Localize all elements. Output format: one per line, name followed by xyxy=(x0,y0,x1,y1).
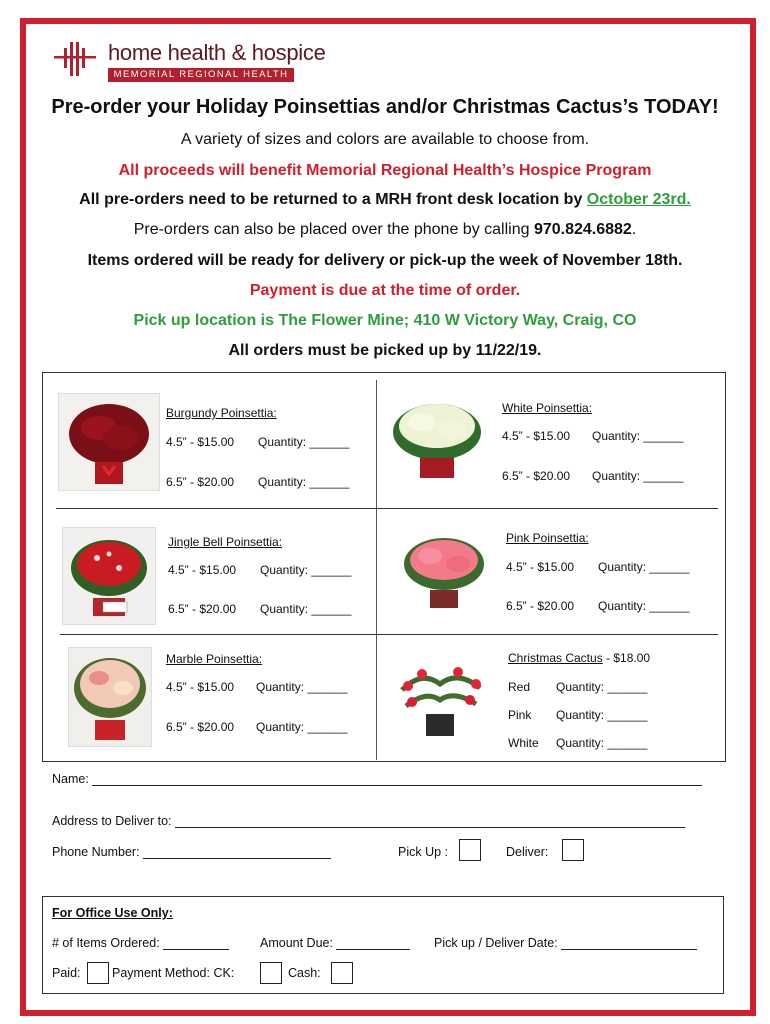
marble-poinsettia-label: Marble Poinsettia: xyxy=(166,652,263,666)
proceeds-note: All proceeds will benefit Memorial Regional Health’s Hospice Program xyxy=(118,162,652,179)
paid-checkbox[interactable] xyxy=(87,962,109,984)
row-divider xyxy=(56,508,718,509)
column-divider xyxy=(376,380,377,760)
jingle-bell-poinsettia-image xyxy=(62,527,156,625)
cash-checkbox[interactable] xyxy=(331,962,353,984)
marble-price-large: 6.5” - $20.00 xyxy=(166,720,235,734)
phone-field[interactable] xyxy=(143,845,331,859)
deliver-checkbox[interactable] xyxy=(562,839,584,861)
phone-note xyxy=(20,221,750,239)
subtitle: A variety of sizes and colors are available to choose from. xyxy=(180,131,590,148)
cactus-color-pink: Pink xyxy=(508,708,532,722)
payment-note: Payment is due at the time of order. xyxy=(249,282,521,299)
items-field[interactable] xyxy=(163,936,229,950)
logo-icon xyxy=(52,40,102,78)
pickup-checkbox[interactable] xyxy=(459,839,481,861)
ready-note: Items ordered will be ready for delivery or pick-up the week of November 18th. xyxy=(87,252,683,269)
white-qty-small[interactable]: Quantity: ______ xyxy=(592,429,684,443)
paid-label: Paid: xyxy=(52,966,81,980)
jingle-price-small: 4.5” - $15.00 xyxy=(168,563,237,577)
phone-prefix: Pre-orders can also be placed over the phone by calling xyxy=(133,221,534,238)
jingle-qty-small[interactable]: Quantity: ______ xyxy=(260,563,352,577)
phone-row xyxy=(52,845,331,859)
cactus-name: Christmas Cactus xyxy=(508,651,603,665)
jingle-price-large: 6.5” - $20.00 xyxy=(168,602,237,616)
name-row xyxy=(52,772,702,786)
org-sub: MEMORIAL REGIONAL HEALTH xyxy=(108,68,294,82)
cactus-color-white: White xyxy=(508,736,539,750)
return-note xyxy=(20,191,750,209)
deliver-label: Deliver: xyxy=(506,845,549,859)
amount-label: Amount Due: xyxy=(260,936,333,950)
white-qty-large[interactable]: Quantity: ______ xyxy=(592,469,684,483)
amount-row xyxy=(260,936,410,950)
office-title: For Office Use Only: xyxy=(52,906,173,920)
jingle-bell-poinsettia-label: Jingle Bell Poinsettia: xyxy=(168,535,283,549)
pink-price-small: 4.5” - $15.00 xyxy=(506,560,575,574)
cactus-qty-white[interactable]: Quantity: ______ xyxy=(556,736,648,750)
check-checkbox[interactable] xyxy=(260,962,282,984)
marble-qty-large[interactable]: Quantity: ______ xyxy=(256,720,348,734)
burgundy-qty-large[interactable]: Quantity: ______ xyxy=(258,475,350,489)
burgundy-qty-small[interactable]: Quantity: ______ xyxy=(258,435,350,449)
phone-number: 970.824.6882 xyxy=(533,221,632,238)
burgundy-price-large: 6.5” - $20.00 xyxy=(166,475,235,489)
date-field[interactable] xyxy=(561,936,697,950)
pickup-note: Pick up location is The Flower Mine; 410 W Victory Way, Craig, CO xyxy=(133,312,637,329)
white-price-small: 4.5” - $15.00 xyxy=(502,429,571,443)
phone-suffix: . xyxy=(631,221,637,238)
christmas-cactus-label xyxy=(508,651,650,665)
marble-poinsettia-image xyxy=(68,647,152,747)
cactus-qty-red[interactable]: Quantity: ______ xyxy=(556,680,648,694)
name-field[interactable] xyxy=(92,772,702,786)
return-date: October 23rd. xyxy=(586,191,691,208)
return-prefix: All pre-orders need to be returned to a MRH front desk location by xyxy=(79,191,587,208)
pink-price-large: 6.5” - $20.00 xyxy=(506,599,575,613)
christmas-cactus-image xyxy=(392,650,488,742)
burgundy-price-small: 4.5” - $15.00 xyxy=(166,435,235,449)
pink-poinsettia-label: Pink Poinsettia: xyxy=(506,531,589,545)
marble-qty-small[interactable]: Quantity: ______ xyxy=(256,680,348,694)
address-label: Address to Deliver to: xyxy=(52,814,172,828)
pink-qty-small[interactable]: Quantity: ______ xyxy=(598,560,690,574)
cash-label: Cash: xyxy=(288,966,321,980)
cactus-price: - $18.00 xyxy=(602,651,651,665)
address-row xyxy=(52,814,685,828)
white-poinsettia-label: White Poinsettia: xyxy=(502,401,593,415)
white-poinsettia-image xyxy=(382,392,492,484)
payment-method-label: Payment Method: CK: xyxy=(112,966,235,980)
white-price-large: 6.5” - $20.00 xyxy=(502,469,571,483)
deadline-note: All orders must be picked up by 11/22/19. xyxy=(228,342,542,359)
burgundy-poinsettia-label: Burgundy Poinsettia: xyxy=(166,406,277,420)
amount-field[interactable] xyxy=(336,936,410,950)
name-label: Name: xyxy=(52,772,89,786)
org-name: home health & hospice xyxy=(108,40,326,65)
page-title: Pre-order your Holiday Poinsettias and/or Christmas Cactus’s TODAY! xyxy=(51,96,719,118)
date-row xyxy=(434,936,697,950)
items-label: # of Items Ordered: xyxy=(52,936,160,950)
address-field[interactable] xyxy=(175,814,685,828)
cactus-color-red: Red xyxy=(508,680,531,694)
marble-price-small: 4.5” - $15.00 xyxy=(166,680,235,694)
row-divider xyxy=(60,634,718,635)
items-row xyxy=(52,936,229,950)
date-label: Pick up / Deliver Date: xyxy=(434,936,558,950)
cactus-qty-pink[interactable]: Quantity: ______ xyxy=(556,708,648,722)
pickup-label: Pick Up : xyxy=(398,845,449,859)
jingle-qty-large[interactable]: Quantity: ______ xyxy=(260,602,352,616)
pink-poinsettia-image xyxy=(398,530,490,614)
burgundy-poinsettia-image xyxy=(58,393,160,491)
pink-qty-large[interactable]: Quantity: ______ xyxy=(598,599,690,613)
phone-label: Phone Number: xyxy=(52,845,140,859)
